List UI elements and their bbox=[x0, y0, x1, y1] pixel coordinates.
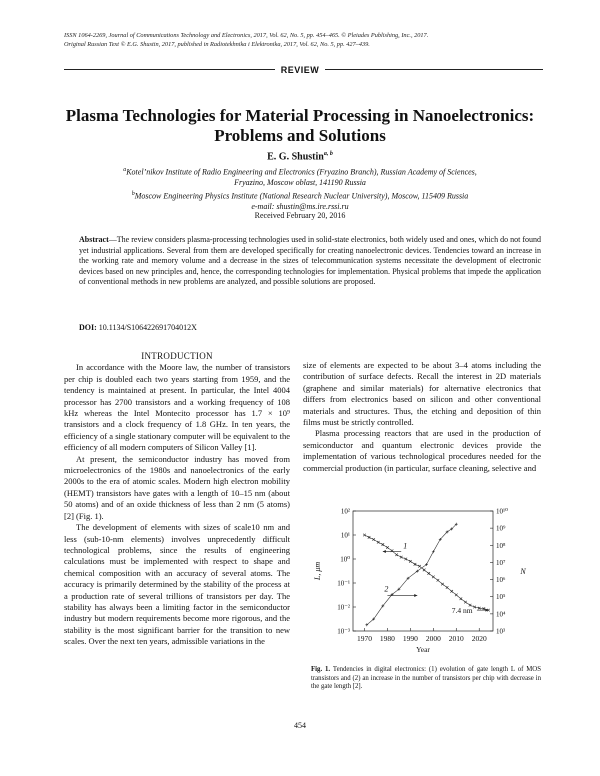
series-1-point bbox=[395, 553, 398, 556]
caption-label: Fig. 1. bbox=[311, 666, 331, 673]
y-left-tick-label: 10¹ bbox=[340, 531, 350, 540]
series-1-point bbox=[409, 560, 412, 563]
figure-1-chart bbox=[303, 503, 543, 658]
x-tick-label: 1990 bbox=[402, 634, 418, 643]
series-1-point bbox=[432, 576, 435, 579]
x-tick-label: 2020 bbox=[471, 634, 487, 643]
annotation-7-4-nm: 7.4 nm bbox=[451, 606, 473, 616]
series-1-point bbox=[441, 583, 444, 586]
affiliation-b-line: Moscow Engineering Physics Institute (National Research Nuclear University), Moscow, 115409 Russia bbox=[134, 191, 469, 201]
y-left-tick-label: 10⁻² bbox=[337, 603, 350, 612]
email[interactable]: e-mail: shustin@ms.ire.rssi.ru bbox=[251, 201, 349, 211]
series-1-point bbox=[404, 558, 407, 561]
series-1-arrow-head bbox=[383, 550, 386, 553]
series-1-point bbox=[423, 569, 426, 572]
series-1-point bbox=[460, 597, 463, 600]
y-right-axis-label: N bbox=[520, 567, 526, 576]
doi-value[interactable]: 10.1134/S106422691704012X bbox=[98, 323, 197, 332]
affiliation-b-sup: b bbox=[131, 190, 135, 197]
affiliation-a-sup: a bbox=[123, 167, 127, 173]
column-right bbox=[303, 360, 541, 474]
series-1-point bbox=[464, 601, 467, 604]
series-1-point bbox=[400, 556, 403, 559]
series-1-point bbox=[414, 563, 417, 566]
series-1-point bbox=[427, 572, 430, 575]
series-1-point bbox=[382, 543, 385, 546]
x-tick-label: 1980 bbox=[379, 634, 395, 643]
paragraph-5: Plasma processing reactors that are used in the production of semiconductor and quantum electronic devices provide the implementation of various technological procedures needed for the commercial production (in particular, surface cleaning, selective and bbox=[303, 428, 541, 473]
affiliation-b bbox=[60, 189, 540, 202]
affiliation-a-line1: Kotel’nikov Institute of Radio Engineering and Electronics (Fryazino Branch), Russian Academy of Sciences, bbox=[126, 167, 477, 177]
doi bbox=[79, 323, 197, 332]
y-right-tick-label: 10⁷ bbox=[496, 558, 506, 567]
y-right-tick-label: 10³ bbox=[496, 627, 506, 636]
page-number: 454 bbox=[294, 721, 306, 730]
series-1-point bbox=[386, 546, 389, 549]
series-1-point bbox=[455, 594, 458, 597]
abstract-text: —The review considers plasma-processing technologies used in solid-state electronics, both widely used and ones, which do not found yet industrial applications. Several from them are developed specifically for creating nanoelectronic devices. Tendencies toward an increase in the working rate and memory volume and a decrease in the sizes of telecommunication systems necessitate the development of electronic devices based on new principles and, hence, the corresponding technologies for implementation. Physical problems that impede the application of conventional methods in new problems are analyzed, and possible solutions are proposed. bbox=[79, 235, 541, 286]
header-line-1: ISSN 1064-2269, Journal of Communications Technology and Electronics, 2017, Vol. 62, No. 5, pp. 454–465. © Pleiades Publishing, Inc., 2017. bbox=[64, 32, 429, 39]
section-label-container bbox=[0, 65, 600, 75]
journal-header bbox=[64, 31, 544, 49]
series-1-point bbox=[372, 538, 375, 541]
paper-title: Plasma Technologies for Material Processing in Nanoelectronics: Problems and Solutions bbox=[65, 106, 535, 145]
section-label: REVIEW bbox=[275, 65, 326, 75]
series-1-line bbox=[365, 535, 489, 610]
series-1-point bbox=[377, 541, 380, 544]
paragraph-3: The development of elements with sizes of scale10 nm and less (sub-10-nm elements) involves unprecedently difficult technological problems, since the results of engineering calculations must be implemented with respect to shape and chemical composition with an accuracy of several atoms. The accuracy is primarily determined by the stability of the process at a production rate of several trillions of transistors per day. The stability has always been a limiting factor in the semiconductor industry but modern requirements become more rigorous, and the stability is the most significant barrier for the transition to new scales. Over the next ten years, admissible variations in the bbox=[64, 522, 290, 647]
abstract-label: Abstract bbox=[79, 235, 109, 244]
y-left-axis-label: L, μm bbox=[313, 561, 322, 581]
series-1-label: 1 bbox=[403, 541, 408, 551]
abstract bbox=[79, 235, 541, 288]
doi-label: DOI: bbox=[79, 323, 97, 332]
x-tick-label: 1970 bbox=[356, 634, 372, 643]
series-1-point bbox=[363, 534, 366, 537]
y-right-tick-label: 10⁶ bbox=[496, 576, 506, 585]
series-1-point bbox=[446, 586, 449, 589]
affiliation-a bbox=[60, 165, 540, 178]
caption-text: Tendencies in digital electronics: (1) evolution of gate length L of MOS transistors and (2) an increase in the number of transistors per chip with decrease in the gate length [2]. bbox=[311, 666, 541, 691]
affiliation-a-line2: Fryazino, Moscow oblast, 141190 Russia bbox=[234, 178, 366, 188]
x-tick-label: 2010 bbox=[448, 634, 464, 643]
paragraph-1: In accordance with the Moore law, the number of transistors per chip is doubled each two years starting from 1959, and the tendency is maintained at present. In particular, the Intel 4004 processor has 2700 transistors and a working frequency of 108 kHz whereas the Intel Montecito processor has 1.7 × 10⁹ transistors and a clock frequency of 1.8 GHz. In ten years, the efficiency of a single stationary computer will be equivalent to the efficiency of all modern computers of Silicon Valley [1]. bbox=[64, 362, 290, 453]
x-axis-label: Year bbox=[416, 645, 430, 654]
y-left-tick-label: 10⁻¹ bbox=[337, 579, 350, 588]
paragraph-2: At present, the semiconductor industry has moved from microelectronics of the 1980s and nanoelectronics of the early 2000s to the era of atomic scales. Modern high electron mobility (HEMT) transistors have gates with a length of 10–15 nm (about 50 atoms) and of an oxide thickness of less than 2 nm (5 atoms) [2] (Fig. 1). bbox=[64, 453, 290, 521]
author-line bbox=[0, 151, 600, 162]
x-tick-label: 2000 bbox=[425, 634, 441, 643]
series-2-label: 2 bbox=[384, 584, 389, 594]
series-2-arrow-head bbox=[414, 594, 417, 597]
series-1-point bbox=[368, 536, 371, 539]
y-right-tick-label: 10⁴ bbox=[496, 610, 506, 619]
column-left bbox=[64, 351, 290, 648]
y-right-tick-label: 10¹⁰ bbox=[496, 507, 508, 516]
affiliations bbox=[60, 165, 540, 212]
received-date: Received February 20, 2016 bbox=[254, 211, 346, 220]
author-superscript: a, b bbox=[323, 151, 333, 157]
y-right-tick-label: 10⁵ bbox=[496, 593, 506, 602]
y-left-tick-label: 10⁻³ bbox=[337, 627, 350, 636]
section-heading-introduction: INTRODUCTION bbox=[141, 351, 213, 361]
series-1-point bbox=[418, 565, 421, 568]
y-right-tick-label: 10⁸ bbox=[496, 541, 506, 550]
series-2-point bbox=[432, 550, 435, 553]
series-2-line bbox=[367, 524, 457, 625]
y-left-tick-label: 10⁰ bbox=[340, 555, 350, 564]
author-name: E. G. Shustin bbox=[267, 151, 324, 163]
annotation-arrow-head bbox=[485, 609, 488, 612]
series-1-point bbox=[450, 590, 453, 593]
figure-1-caption bbox=[311, 666, 541, 692]
header-line-2: Original Russian Text © E.G. Shustin, 2017, published in Radiotekhnika i Elektronika, 2017, Vol. 62, No. 5, pp. 427–439. bbox=[64, 41, 370, 48]
y-right-tick-label: 10⁹ bbox=[496, 524, 506, 533]
series-1-point bbox=[437, 579, 440, 582]
y-left-tick-label: 10² bbox=[340, 507, 350, 516]
paragraph-4: size of elements are expected to be about 3–4 atoms including the contribution of surface defects. Recall the interest in 2D materials (graphene and similar materials) for alternative electronics that differs from electronics based on silicon and other conventional materials and structures. Thus, the etching and deposition of thin films must be strictly controlled. bbox=[303, 360, 541, 428]
